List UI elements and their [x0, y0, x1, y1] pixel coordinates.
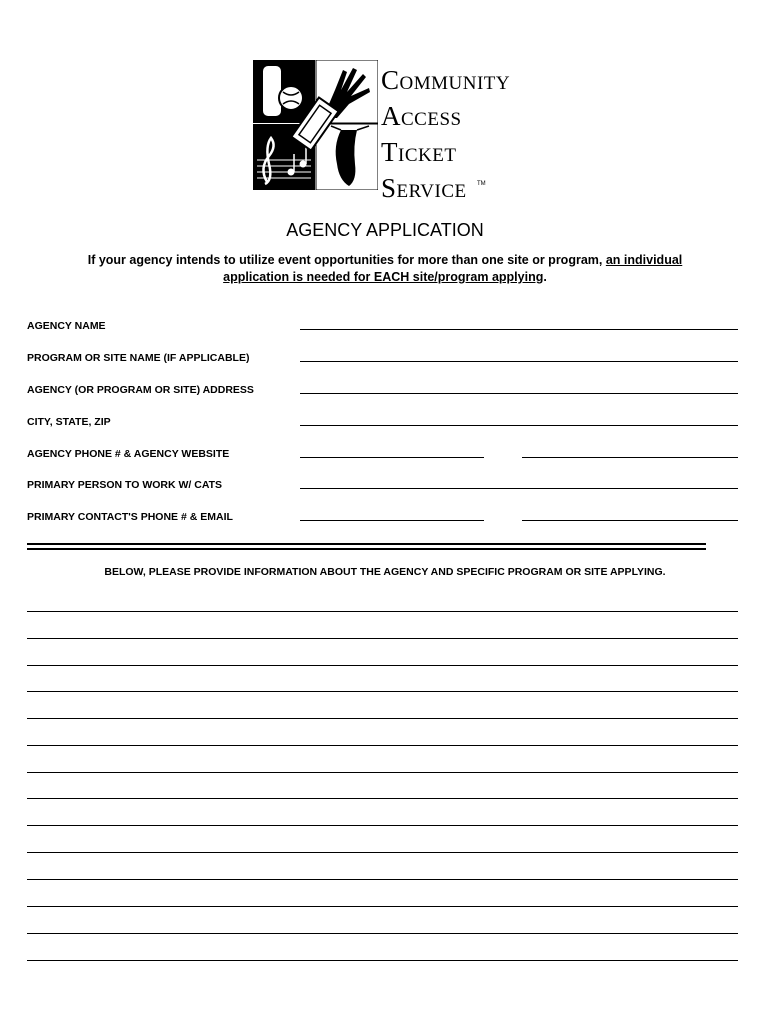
agency-name-field[interactable]	[300, 329, 738, 330]
label-agency-address: AGENCY (OR PROGRAM OR SITE) ADDRESS	[27, 384, 254, 396]
cats-logo	[253, 60, 523, 203]
logo-wordmark	[381, 62, 510, 206]
writing-line[interactable]	[27, 933, 738, 934]
agency-phone-field[interactable]	[300, 457, 484, 458]
intro-underlined-1: an individual	[605, 253, 683, 267]
below-instruction: BELOW, PLEASE PROVIDE INFORMATION ABOUT THE AGENCY AND SPECIFIC PROGRAM OR SITE APPLYING.	[104, 566, 666, 578]
logo-word-community: Community	[381, 65, 511, 95]
writing-line[interactable]	[27, 798, 738, 799]
city-state-zip-field[interactable]	[300, 425, 738, 426]
logo-graphic-icon	[253, 60, 378, 190]
agency-address-field[interactable]	[300, 393, 738, 394]
label-city-state-zip: CITY, STATE, ZIP	[27, 416, 111, 428]
program-site-name-field[interactable]	[300, 361, 738, 362]
writing-line[interactable]	[27, 638, 738, 639]
logo-word-service: Service	[381, 173, 467, 203]
logo-word-ticket: Ticket	[381, 137, 457, 167]
page-title: AGENCY APPLICATION	[286, 220, 484, 240]
writing-line[interactable]	[27, 852, 738, 853]
writing-line[interactable]	[27, 745, 738, 746]
writing-line[interactable]	[27, 691, 738, 692]
writing-line[interactable]	[27, 611, 738, 612]
intro-part1: If your agency intends to utilize event opportunities for more than one site or program,	[87, 253, 603, 267]
writing-line[interactable]	[27, 718, 738, 719]
label-agency-name: AGENCY NAME	[27, 320, 106, 332]
logo-word-access: Access	[381, 101, 462, 131]
writing-line[interactable]	[27, 772, 738, 773]
contact-email-field[interactable]	[522, 520, 738, 521]
trademark-mark: TM	[477, 181, 486, 187]
contact-phone-field[interactable]	[300, 520, 484, 521]
intro-underlined-2: application is needed for EACH site/program applying	[223, 270, 544, 284]
intro-text	[40, 252, 730, 286]
agency-website-field[interactable]	[522, 457, 738, 458]
primary-person-field[interactable]	[300, 488, 738, 489]
label-program-site-name: PROGRAM OR SITE NAME (IF APPLICABLE)	[27, 352, 250, 364]
writing-line[interactable]	[27, 825, 738, 826]
label-primary-person: PRIMARY PERSON TO WORK W/ CATS	[27, 479, 223, 491]
intro-end: .	[543, 270, 547, 284]
section-divider-bottom	[27, 548, 706, 550]
label-phone-website: AGENCY PHONE # & AGENCY WEBSITE	[27, 448, 230, 460]
writing-line[interactable]	[27, 906, 738, 907]
writing-line[interactable]	[27, 960, 738, 961]
section-divider-top	[27, 543, 706, 545]
writing-line[interactable]	[27, 879, 738, 880]
label-contact-phone-email: PRIMARY CONTACT'S PHONE # & EMAIL	[27, 511, 233, 523]
writing-line[interactable]	[27, 665, 738, 666]
